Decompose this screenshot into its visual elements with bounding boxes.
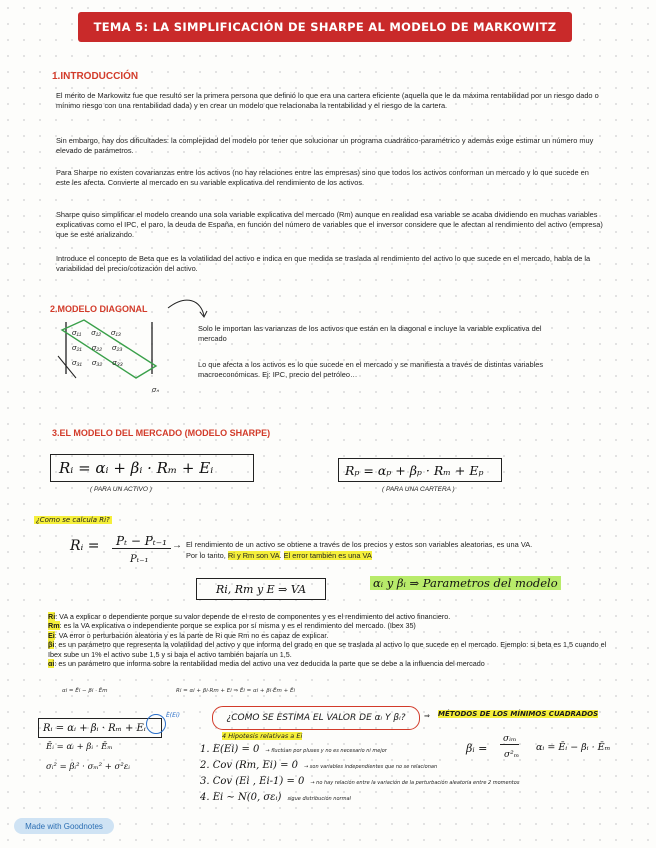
definition-key: Rm (48, 621, 60, 631)
hypothesis-formula: 3. Cov (Ei , Ei-1) = 0 (200, 776, 305, 787)
definition-text: : VA a explicar o dependiente porque su valor depende de el resto de componentes y es el rendimiento del activo financiero. (55, 612, 451, 621)
definitions-list (48, 612, 618, 668)
estimation-question-bubble (212, 706, 420, 730)
diagonal-text-1: Solo le importan las varianzas de los activos que están en la diagonal e incluye la variable explicativa del mercado (198, 324, 542, 343)
ri-text-1: El rendimiento de un activo se obtiene a través de los precios y estos son variables aleatorias, es una VA. (186, 540, 533, 549)
asset-formula-box: Rᵢ = αᵢ + βᵢ · Rₘ + Eᵢ (50, 454, 254, 482)
ri-formula-lhs: Rᵢ = (70, 538, 100, 554)
definition-text: : es un parámetro que representa la volatilidad del activo y que informa del grado en que se traslada al activo lo que sucede en el mercado. Ejemplo: si beta es 1,5 cuando el Ibex sube un 1% el activo sube 1,5 y si baja el activo también bajaría un 1,5. (48, 640, 607, 659)
intro-paragraph-5: Introduce el concepto de Beta que es la volatilidad del activo e indica en que medida se traslada al rendimiento del activo lo que sucede en el mercado, habla de la variabilidad del precio/cotización del activo. (56, 254, 591, 273)
params-line-text: αᵢ y βᵢ ⇒ Parametros del modelo (370, 576, 561, 590)
definition-key: αi (48, 659, 55, 669)
calc-question: ¿Como se calcula Ri? (36, 516, 110, 524)
hypothesis-formula: 1. E(Ei) = 0 (200, 744, 260, 755)
hypothesis-item (200, 760, 640, 776)
hypothesis-formula: 2. Cov (Rm, Ei) = 0 (200, 760, 298, 771)
least-squares-text: MÉTODOS DE LOS MÍNIMOS CUADRADOS (438, 710, 599, 718)
section2-heading: 2.MODELO DIAGONAL (50, 304, 148, 314)
params-line (370, 576, 561, 590)
ri-text-2d: El error también es una VA (283, 551, 372, 560)
ri-formula-denominator: Pₜ₋₁ (130, 554, 149, 565)
definition-item (48, 621, 618, 630)
matrix-extra: σₙ (152, 387, 160, 394)
definition-item (48, 631, 618, 640)
intro-paragraph-3: Para Sharpe no existen covarianzas entre los activos (no hay relaciones entre las empresas) sino que todos los activos conforman un mercado y lo que sucede en este les afecta. Convierte al mercado en su variable explicativa del rendimiento de los activos. (56, 168, 589, 187)
matrix-cell: σ₁₂ (91, 328, 102, 337)
intro-paragraph-4: Sharpe quiso simplificar el modelo creando una sola variable explicativa del mercado (Rm) aunque en realidad esa variable se acaba dividiendo en muchas variables explicativas como el IPC, el paro, la deuda de España, en función del número de variables que el inversor considere que le afectan al rendimiento del activo (empresa) que se esté analizando. (56, 210, 603, 239)
matrix-cell: σ₃₃ (112, 358, 123, 367)
hypothesis-note: sigue distribución normal (287, 796, 351, 802)
matrix-cell: σ₂₁ (72, 343, 82, 352)
va-line: Ri, Rm y E ⇒ VA (196, 578, 326, 600)
error-circle (146, 714, 166, 734)
estimation-question: ¿COMO SE ESTIMA EL VALOR DE αᵢ Y βᵢ? (226, 713, 406, 723)
section1-heading: 1.INTRODUCCIÓN (52, 71, 139, 82)
matrix-cell: σ₁₁ (72, 328, 82, 337)
intro-paragraph-1: El mérito de Markowitz fue que resultó ser la primera persona que definió lo que era una cartera eficiente (aquella que le da máxima rentabilidad por un riesgo dado o mínimo riesgo con una rentabilidad dada) y en crear un modelo que relacionaba la rentabilidad y el riesgo de la cartera. (56, 91, 599, 110)
alpha-note: αi = Ēi − βi · Ēm (62, 688, 108, 694)
hypothesis-formula: 4. Ei ∼ N(0, σεᵢ) (200, 792, 282, 803)
definition-text: : es la VA explicativa o independiente porque se explica por sí misma y es el rendimiento del mercado. (Ibex 35) (59, 621, 416, 631)
section3-heading: 3.EL MODELO DEL MERCADO (MODELO SHARPE) (52, 428, 271, 438)
hypothesis-note: → no hay relación entre la variación de la perturbación aleatoria entre 2 momentos (310, 780, 520, 786)
portfolio-formula-note: ( PARA UNA CARTERA ) (382, 486, 455, 493)
hypothesis-item (200, 792, 640, 808)
arrow-icon: → (172, 540, 182, 551)
hypotheses-title (222, 732, 302, 740)
alpha-formula: αᵢ = Ēᵢ − βᵢ · Ēₘ (536, 742, 611, 753)
alpha-note-2: Ri = αi + βi·Rm + Ei ⇒ Ēi = αi + βi·Ēm + Ēi (176, 688, 295, 694)
goodnotes-watermark (14, 818, 114, 834)
ri-formula-numerator: Pₜ − Pₜ₋₁ (112, 534, 171, 549)
hypothesis-item (200, 776, 640, 792)
expected-return-line: Ēᵢ = αᵢ + βᵢ · Ēₘ (46, 742, 113, 752)
hypothesis-note: → son variables independientes que no se relacionan (304, 764, 438, 770)
hypotheses-list (200, 744, 640, 808)
definition-item (48, 612, 618, 621)
hypothesis-note: → fluctúan por pluses y no es necesario ni mejor (265, 748, 387, 754)
ri-text-2a: Por lo tanto, (186, 551, 228, 560)
bottom-formula-box: Rᵢ = αᵢ + βᵢ · Rₘ + Eᵢ (38, 718, 162, 738)
title-banner (78, 12, 572, 42)
definition-item (48, 640, 618, 659)
expected-error-label: E(Ei) (166, 712, 180, 719)
beta-lhs: βᵢ = (466, 742, 488, 755)
watermark-text: Made with Goodnotes (25, 821, 103, 831)
definition-key: Ei (48, 630, 55, 640)
asset-formula-note: ( PARA UN ACTIVO ) (90, 486, 152, 493)
intro-paragraph-2: Sin embargo, hay dos dificultades: la complejidad del modelo por tener que solucionar un programa cuadrático-paramétrico y además exige estimar un número muy elevado de parámetros. (56, 136, 594, 155)
matrix-cell: σ₂₂ (91, 343, 102, 352)
matrix-cells (72, 328, 152, 367)
least-squares-method (438, 710, 598, 718)
diagonal-text-2: Lo que afecta a los activos es lo que sucede en el mercado y se manifiesta a través de distintas variables macroeconómicas. Ej: IPC, precio del petróleo… (198, 360, 544, 379)
definition-text: : VA error o perturbación aleatoria y es la parte de Ri que Rm no es capaz de explicar. (54, 630, 329, 640)
variance-line: σᵢ² = βᵢ² · σₘ² + σ²εᵢ (46, 762, 131, 772)
beta-denominator: σ²ₘ (504, 750, 520, 760)
beta-numerator: σᵢₘ (500, 734, 519, 745)
matrix-cell: σ₂₃ (112, 343, 123, 352)
matrix-cell: σ₃₂ (91, 358, 103, 367)
arrow-icon: ⇒ (424, 712, 430, 720)
definition-key: βi (48, 640, 55, 650)
definition-key: Ri (48, 612, 56, 621)
portfolio-formula-box: Rₚ = αₚ + βₚ · Rₘ + Eₚ (338, 458, 502, 482)
ri-text-2c: . (279, 551, 284, 560)
matrix-cell: σ₁₃ (111, 328, 121, 337)
definition-text: : es un parámetro que informa sobre la rentabilidad media del activo una vez deducida la parte que se debe a la influencia del mercado (54, 659, 485, 669)
ri-text-2 (186, 551, 626, 561)
definition-item (48, 659, 618, 668)
ri-text-2b: Ri y Rm son VA (227, 551, 280, 560)
page-title: TEMA 5: LA SIMPLIFICACIÓN DE SHARPE AL MODELO DE MARKOWITZ (93, 20, 557, 34)
hypotheses-title-text: 4 Hipotesis relativas a Ei (222, 732, 303, 740)
matrix-cell: σ₃₁ (72, 358, 82, 367)
